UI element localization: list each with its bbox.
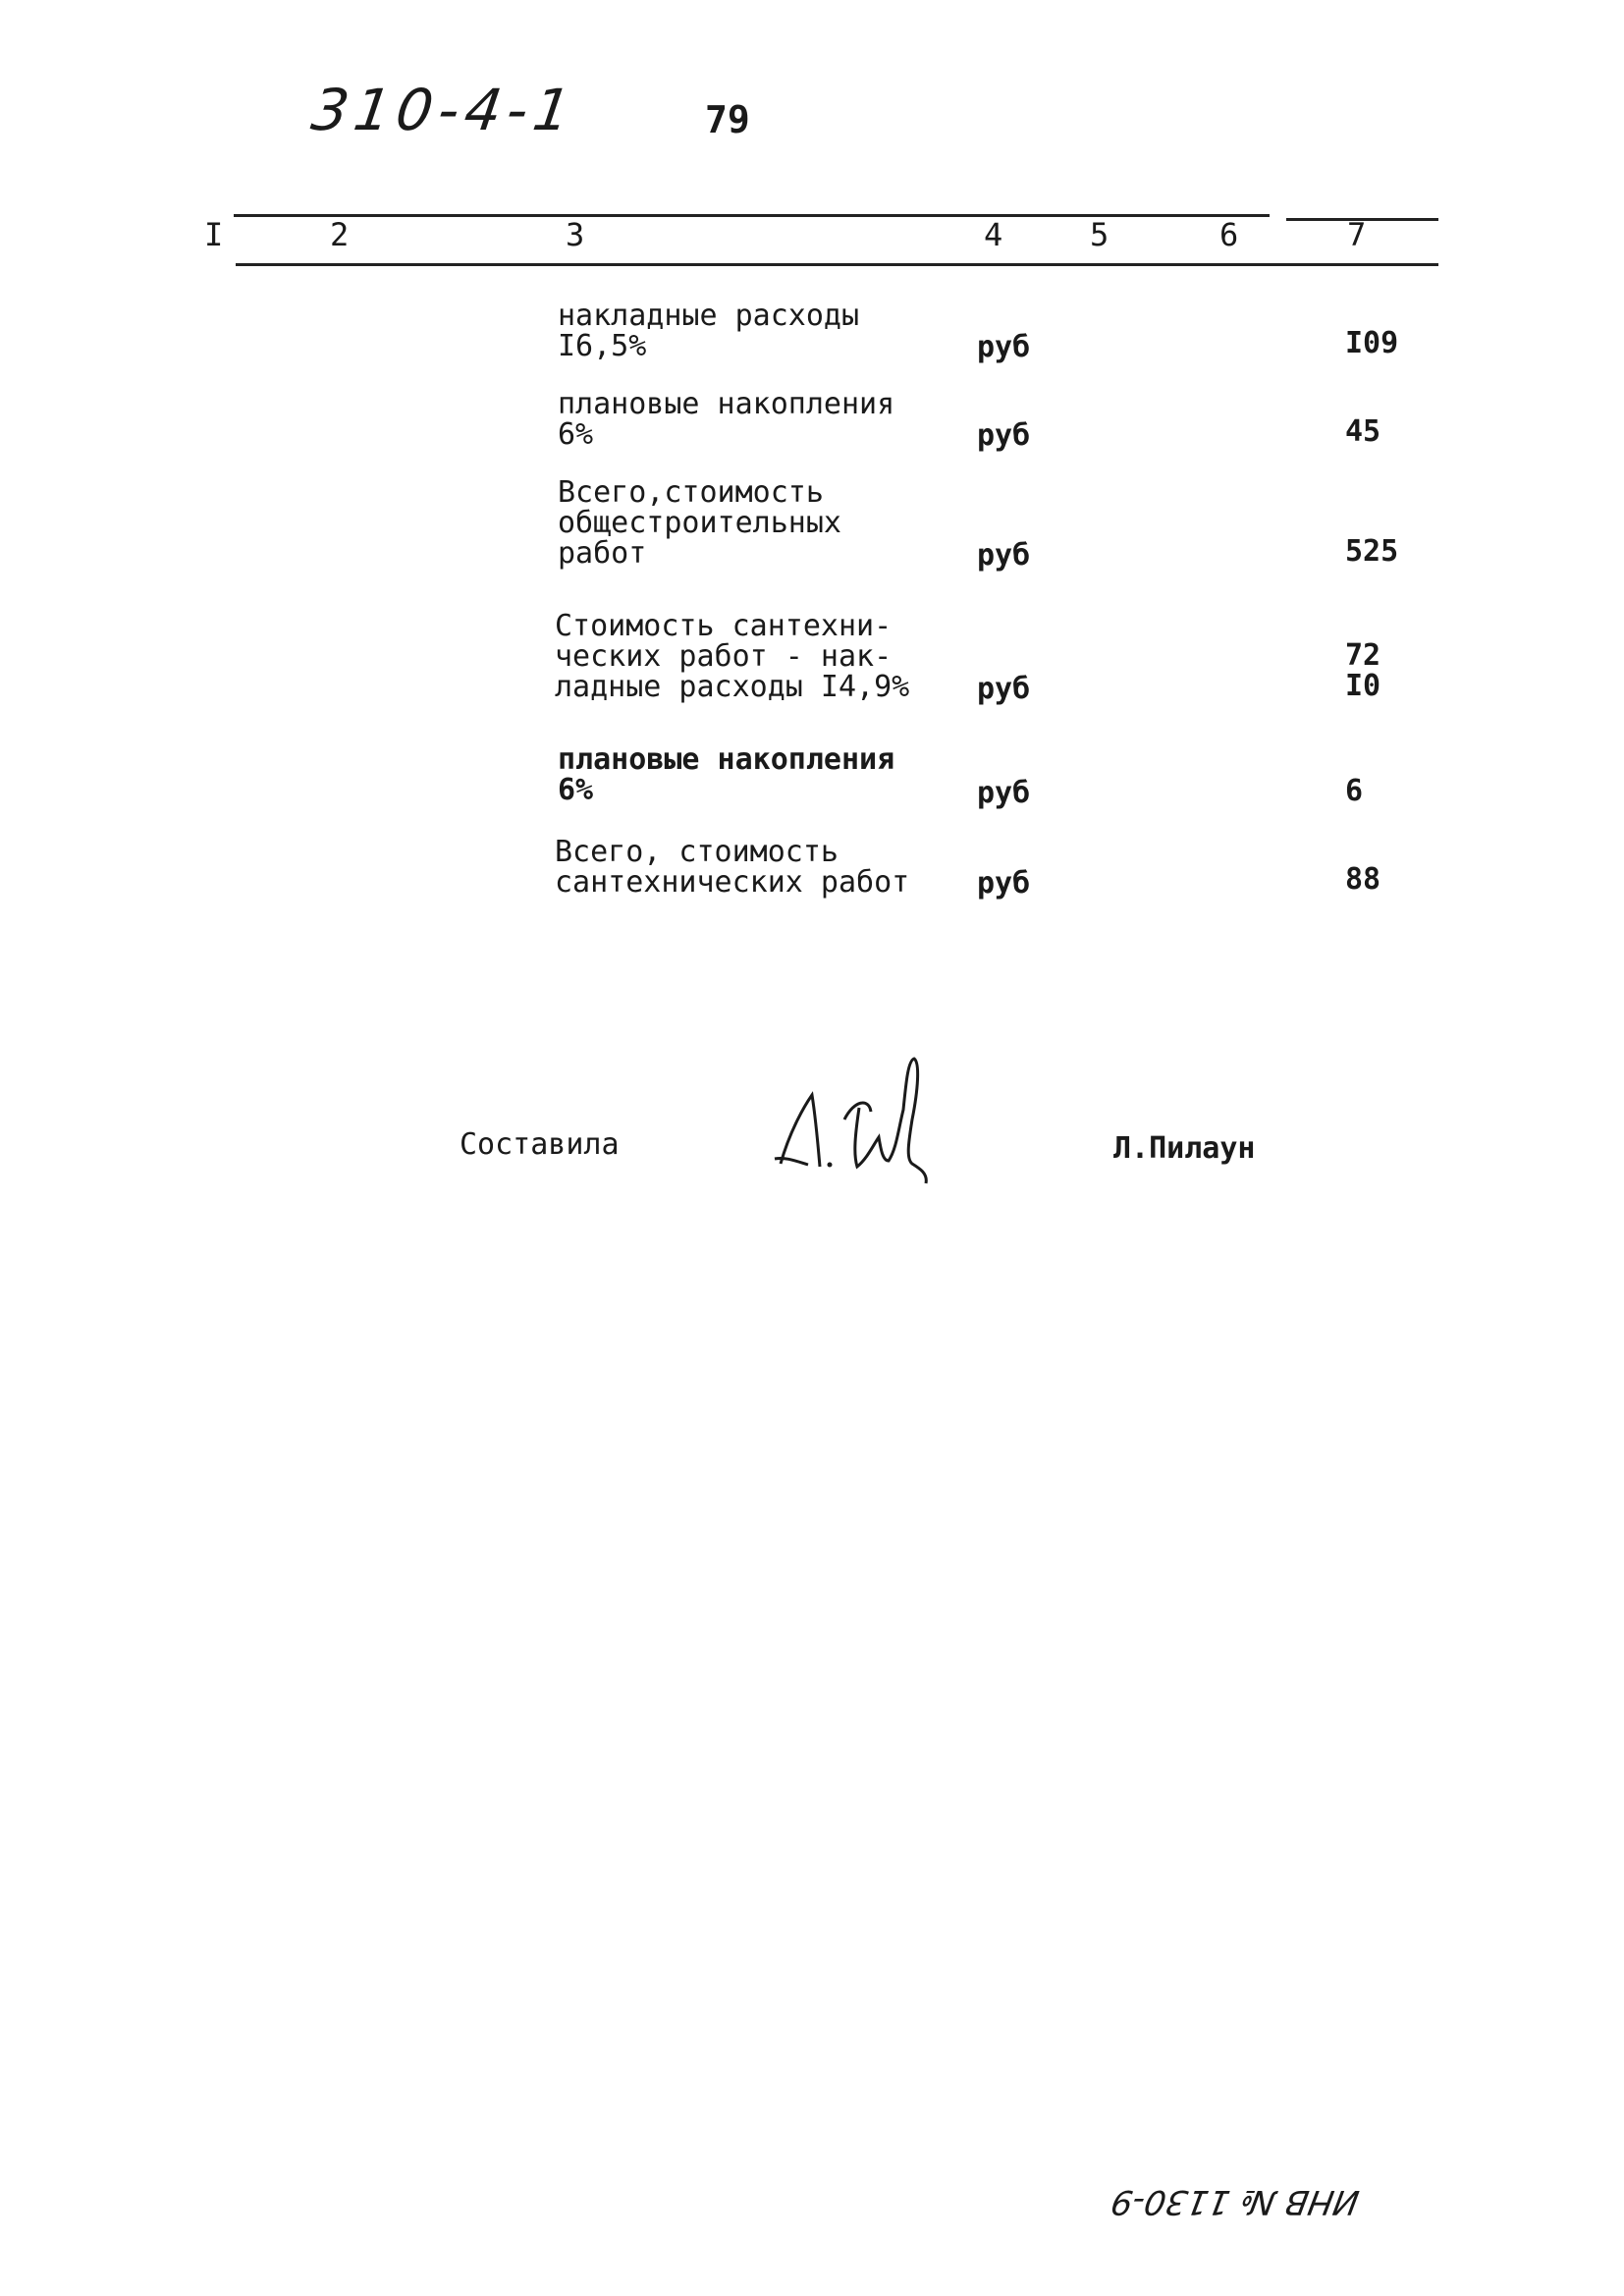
row-description: плановые накопления 6% xyxy=(558,387,895,452)
row-value: 6 xyxy=(1345,774,1364,808)
row-value: 88 xyxy=(1345,862,1381,897)
row-unit: руб xyxy=(977,418,1031,453)
row-description: Всего, стоимость сантехнических работ xyxy=(555,835,910,900)
signature-mark xyxy=(761,1051,947,1188)
row-unit: руб xyxy=(977,330,1031,364)
row-description: накладные расходы I6,5% xyxy=(558,299,860,363)
column-number-4: 4 xyxy=(984,216,1003,253)
compiled-by-label: Составила xyxy=(460,1127,620,1162)
column-number-5: 5 xyxy=(1090,216,1110,253)
row-value: 72 I0 xyxy=(1345,638,1381,703)
column-number-7: 7 xyxy=(1347,216,1367,253)
table-top-rule xyxy=(234,214,1270,217)
row-unit: руб xyxy=(977,672,1031,706)
row-unit: руб xyxy=(977,866,1031,901)
row-unit: руб xyxy=(977,538,1031,573)
column-number-1: I xyxy=(204,216,224,253)
page-number: 79 xyxy=(705,98,750,141)
column-number-6: 6 xyxy=(1219,216,1239,253)
row-description: Всего,стоимость общестроительных работ xyxy=(558,475,841,571)
row-description: плановые накопления 6% xyxy=(558,742,895,807)
row-unit: руб xyxy=(977,776,1031,810)
table-header-rule xyxy=(236,263,1438,266)
signer-name: Л.Пилаун xyxy=(1113,1131,1256,1166)
column-number-3: 3 xyxy=(566,216,585,253)
row-description: Стоимость сантехни- ческих работ - нак- ладные расходы I4,9% xyxy=(555,609,910,704)
column-number-2: 2 xyxy=(330,216,350,253)
row-value: 45 xyxy=(1345,414,1381,449)
row-value: I09 xyxy=(1345,326,1399,360)
document-code: 310-4-1 xyxy=(307,77,581,143)
row-value: 525 xyxy=(1345,534,1399,569)
inventory-stamp: ИНВ № 1130-9 xyxy=(1108,2182,1363,2221)
